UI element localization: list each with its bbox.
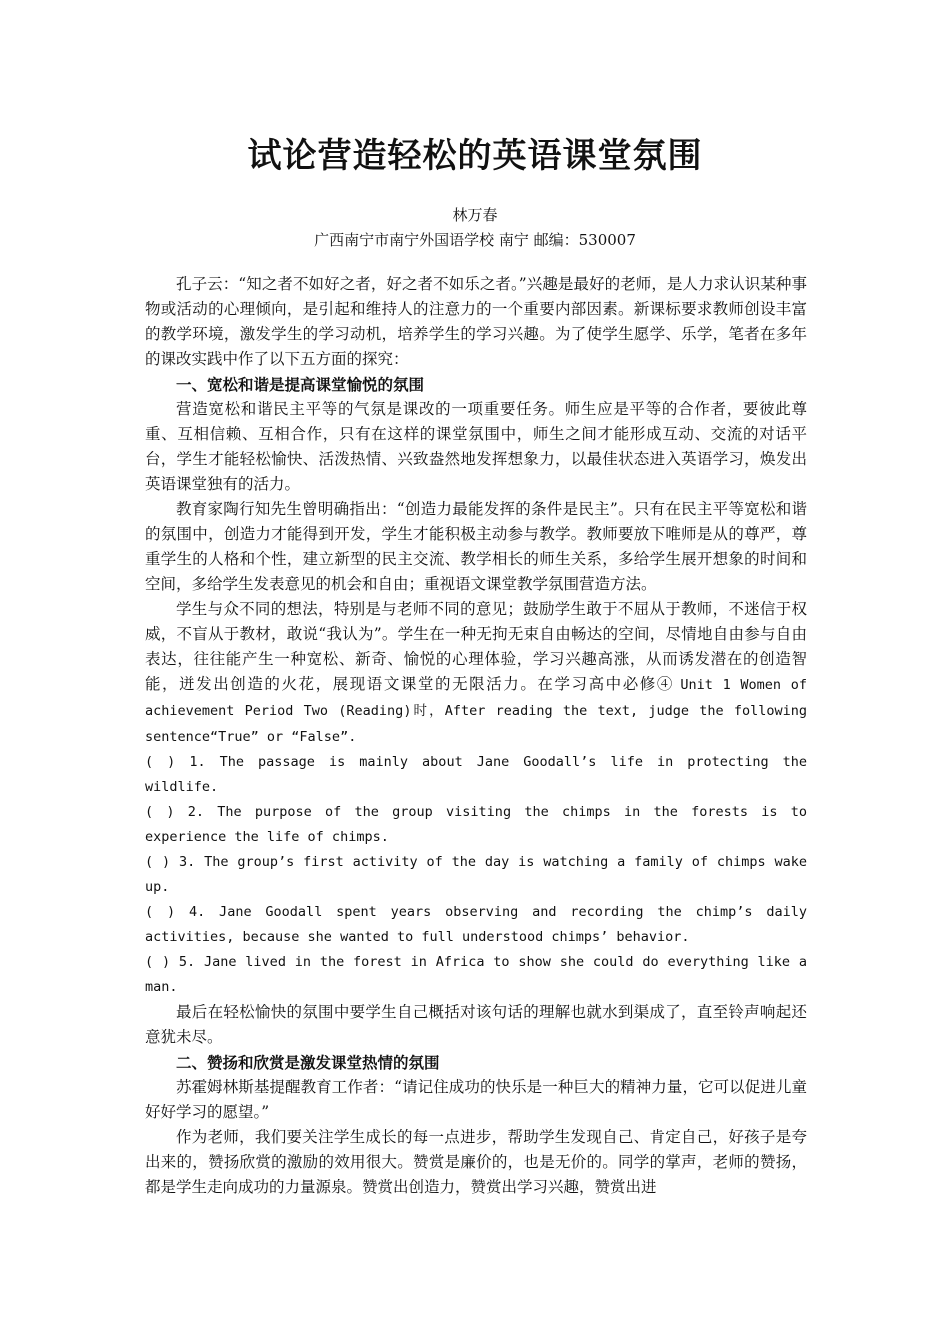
paragraph-6: 作为老师，我们要关注学生成长的每一点进步，帮助学生发现自己、肯定自己，好孩子是夸出来的，赞扬欣赏的激励的效用很大。赞赏是廉价的，也是无价的。同学的掌声，老师的赞扬，都是学生走向成功的力量源泉。赞赏出创造力，赞赏出学习兴趣，赞赏出进: [145, 1128, 807, 1196]
paragraph-4: 最后在轻松愉快的氛围中要学生自己概括对该句话的理解也就水到渠成了，直至铃声响起还意犹未尽。: [145, 1003, 807, 1046]
author-affiliation: 广西南宁市南宁外国语学校 南宁 邮编：530007: [314, 231, 636, 249]
intro-paragraph: 孔子云：“知之者不如好之者，好之者不如乐之者。”兴趣是最好的老师，是人力求认识某种事物或活动的心理倾向，是引起和维持人的注意力的一个重要内部因素。新课标要求教师创设丰富的教学环境，激发学生的学习动机，培养学生的学习兴趣。为了使学生愿学、乐学，笔者在多年的课改实践中作了以下五方面的探究：: [145, 275, 807, 368]
section-heading-1: 一、宽松和谐是提高课堂愉悦的氛围: [176, 375, 425, 394]
paragraph-5: 苏霍姆林斯基提醒教育工作者：“请记住成功的快乐是一种巨大的精神力量，它可以促进儿童好好学习的愿望。”: [145, 1078, 807, 1121]
quiz-item-4: ( ) 4. Jane Goodall spent years observing and recording the chimp’s daily activities, because she wanted to full understood chimps’ behavior.: [145, 904, 807, 945]
quiz-item-2: ( ) 2. The purpose of the group visiting the chimps in the forests is to experience the life of chimps.: [145, 804, 807, 845]
paragraph-2: 教育家陶行知先生曾明确指出：“创造力最能发挥的条件是民主”。只有在民主平等宽松和谐的氛围中，创造力才能得到开发，学生才能积极主动参与教学。教师要放下唯师是从的尊严，尊重学生的人格和个性，建立新型的民主交流、教学相长的师生关系，多给学生展开想象的时间和空间，多给学生发表意见的机会和自由；重视语文课堂教学氛围营造方法。: [145, 500, 807, 593]
quiz-item-5: ( ) 5. Jane lived in the forest in Africa to show she could do everything like a man.: [145, 954, 807, 995]
document-body: [145, 272, 807, 1200]
paragraph-1: 营造宽松和谐民主平等的气氛是课改的一项重要任务。师生应是平等的合作者，要彼此尊重、互相信赖、互相合作，只有在这样的课堂氛围中，师生之间才能形成互动、交流的对话平台，学生才能轻松愉快、活泼热情、兴致盎然地发挥想象力，以最佳状态进入英语学习，焕发出英语课堂独有的活力。: [145, 400, 807, 493]
quiz-item-1: ( ) 1. The passage is mainly about Jane Goodall’s life in protecting the wildlife.: [145, 754, 807, 795]
paragraph-3-text: 学生与众不同的想法，特别是与老师不同的意见；鼓励学生敢于不屈从于教师，不迷信于权威，不盲从于教材，敢说“我认为”。学生在一种无拘无束自由畅达的空间，尽情地自由参与自由表达，往往能产生一种宽松、新奇、愉悦的心理体验，学习兴趣高涨，从而诱发潜在的创造智能，迸发出创造的火花，展现语文课堂的无限活力。在学习高中必修④: [145, 600, 807, 693]
section-heading-2: 二、赞扬和欣赏是激发课堂热情的氛围: [176, 1053, 440, 1072]
paragraph-3: [145, 597, 807, 750]
paragraph-3-english: Unit 1 Women of achievement Period Two (Reading)时，After reading the text, judge the following sentence“True” or “False”.: [145, 677, 807, 745]
document-title: 试论营造轻松的英语课堂氛围: [247, 136, 703, 176]
author-name: 林万春: [452, 206, 498, 224]
quiz-item-3: ( ) 3. The group’s first activity of the day is watching a family of chimps wake up.: [145, 854, 807, 895]
